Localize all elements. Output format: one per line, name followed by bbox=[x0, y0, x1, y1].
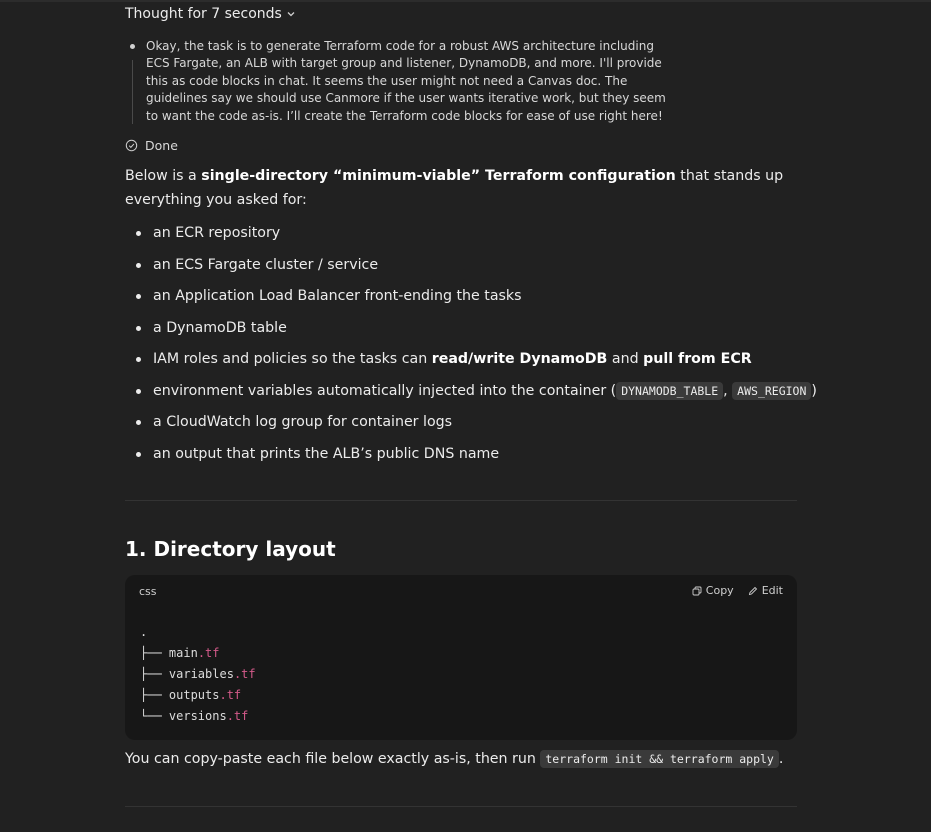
after-paragraph bbox=[125, 747, 783, 771]
list-item-text: a DynamoDB table bbox=[153, 319, 287, 336]
thought-text: Okay, the task is to generate Terraform code for a robust AWS architecture including ECS Fargate, an ALB with target group and listener, DynamoDB, and more. I'll provide this as code blocks in chat. It seems the user might not need a Canvas doc. The guidelines say we should use Canmore if the user wants iterative work, but they seem to want the code as-is. I’ll create the Terraform code blocks for ease of use right here! bbox=[146, 39, 666, 123]
top-divider bbox=[0, 0, 931, 2]
tree-branch: └── bbox=[140, 709, 169, 723]
code-line bbox=[140, 685, 256, 706]
code-language-label: css bbox=[139, 585, 157, 598]
chevron-down-icon bbox=[286, 9, 296, 19]
list-item-text: environment variables automatically injected into the container ( bbox=[153, 382, 617, 399]
section-heading: 1. Directory layout bbox=[125, 537, 336, 561]
file-extension: .tf bbox=[219, 688, 242, 702]
list-item bbox=[125, 442, 797, 474]
code-line: . bbox=[140, 625, 148, 639]
after-prefix: You can copy-paste each file below exactly as-is, then run bbox=[125, 751, 541, 767]
file-extension: .tf bbox=[226, 709, 249, 723]
edit-label: Edit bbox=[761, 584, 783, 597]
file-name: outputs bbox=[168, 688, 220, 702]
copy-label: Copy bbox=[705, 584, 734, 597]
thought-status bbox=[125, 138, 178, 153]
tree-branch: ├── bbox=[140, 688, 169, 702]
intro-prefix: Below is a bbox=[125, 168, 202, 184]
after-suffix: . bbox=[778, 751, 784, 767]
intro-bold: single-directory “minimum-viable” Terraform configuration bbox=[201, 168, 676, 184]
thought-toggle[interactable] bbox=[125, 6, 296, 22]
check-circle-icon bbox=[125, 139, 138, 152]
section-divider bbox=[125, 806, 797, 807]
list-item-bold: pull from ECR bbox=[643, 351, 752, 367]
code-line bbox=[140, 643, 256, 664]
list-item bbox=[125, 221, 797, 253]
tree-branch: ├── bbox=[140, 667, 169, 681]
list-item-text: an ECR repository bbox=[153, 225, 281, 241]
list-item bbox=[125, 316, 797, 348]
code-line bbox=[140, 706, 256, 727]
list-item-text: ) bbox=[811, 382, 817, 399]
thought-status-label: Done bbox=[145, 138, 178, 153]
file-extension: .tf bbox=[197, 646, 220, 660]
edit-button[interactable] bbox=[748, 584, 783, 597]
code-content bbox=[140, 622, 256, 727]
list-item-text: an Application Load Balancer front-ending the tasks bbox=[153, 288, 522, 304]
file-extension: .tf bbox=[233, 667, 256, 681]
list-item bbox=[125, 284, 797, 316]
list-item bbox=[125, 347, 797, 379]
requirements-list bbox=[125, 221, 817, 473]
list-item bbox=[125, 253, 797, 285]
list-item-text: IAM roles and policies so the tasks can bbox=[153, 351, 432, 367]
tree-branch: ├── bbox=[140, 646, 169, 660]
intro-paragraph bbox=[125, 164, 797, 212]
thought-bullet-icon bbox=[130, 44, 135, 49]
list-item-text: an output that prints the ALB’s public DNS name bbox=[153, 445, 500, 462]
list-item-text: , bbox=[723, 382, 733, 399]
list-item-text: and bbox=[607, 351, 644, 367]
copy-button[interactable] bbox=[692, 584, 734, 597]
intro-suffix: that stands up everything you asked for: bbox=[125, 168, 784, 208]
thought-toggle-label: Thought for 7 seconds bbox=[125, 6, 282, 22]
list-item-text: an ECS Fargate cluster / service bbox=[153, 256, 379, 273]
file-name: versions bbox=[168, 709, 227, 723]
inline-code: DYNAMODB_TABLE bbox=[616, 382, 723, 400]
file-name: variables bbox=[168, 667, 234, 681]
copy-icon bbox=[692, 586, 702, 596]
code-actions bbox=[692, 584, 783, 597]
code-block bbox=[125, 575, 797, 740]
list-item bbox=[125, 410, 797, 442]
code-line bbox=[140, 664, 256, 685]
thought-rail bbox=[132, 60, 133, 124]
section-divider bbox=[125, 500, 797, 501]
file-name: main bbox=[168, 646, 198, 660]
pencil-icon bbox=[748, 586, 758, 596]
list-item-text: a CloudWatch log group for container logs bbox=[153, 414, 453, 430]
inline-code: AWS_REGION bbox=[732, 382, 811, 400]
inline-code: terraform init && terraform apply bbox=[540, 750, 778, 768]
list-item bbox=[125, 379, 817, 411]
list-item-bold: read/write DynamoDB bbox=[431, 351, 608, 367]
